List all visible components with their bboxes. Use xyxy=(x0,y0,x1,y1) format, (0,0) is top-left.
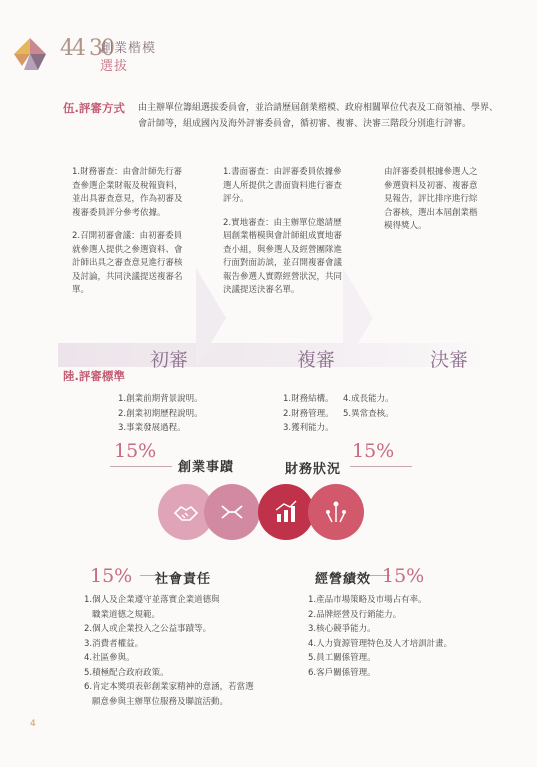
list-item: 4.成長能力。 xyxy=(343,394,394,404)
connector-line xyxy=(110,466,172,467)
list-item: 1.產品市場策略及市場占有率。 xyxy=(308,595,427,605)
list-item: 1.財務結構。 xyxy=(283,394,334,404)
section5-intro: 由主辦單位籌組選拔委員會，並洽請歷屆創業楷模、政府相關單位代表及工商領袖、學界、會計師等，組成國內及海外評審委員會，循初審、複審、決審三階段分別進行評審。 xyxy=(138,103,499,129)
performance-list xyxy=(308,593,452,680)
cooperation-icon xyxy=(218,498,246,526)
list-item: 5.異常查核。 xyxy=(343,408,394,419)
list-item: 6.肯定本獎項表彰創業家精神的意涵，若當選 xyxy=(84,682,254,692)
stage-initial: 初審 xyxy=(150,349,189,371)
finance-list-b xyxy=(343,392,394,421)
stage-band xyxy=(58,343,480,367)
initial-review-column xyxy=(72,166,190,308)
section5-heading: 伍.評審方式 xyxy=(63,101,125,115)
stage-second: 複審 xyxy=(297,349,336,371)
stage-arrow-icon xyxy=(196,268,226,368)
brand-number: 44 30 xyxy=(60,36,113,61)
finance-title: 財務狀況 xyxy=(285,462,342,477)
brand-title: 創業楷模 xyxy=(100,41,157,56)
list-item: 3.獲利能力。 xyxy=(283,423,334,433)
finance-list-a xyxy=(283,392,334,436)
list-item: 4.人力資源管理特色及人才培訓計畫。 xyxy=(308,638,453,649)
social-list xyxy=(84,593,254,709)
second-review-step: 1.書面審查：由評審委員依據參選人所提供之書面資料進行審查評分。 xyxy=(223,167,343,204)
list-item: 2.品牌經營及行銷能力。 xyxy=(308,609,402,620)
list-item: 4.社區參與。 xyxy=(84,653,135,663)
connector-line xyxy=(350,466,412,467)
list-item: 3.核心競爭能力。 xyxy=(308,624,376,634)
list-item: 3.事業發展過程。 xyxy=(118,423,186,433)
handshake-icon xyxy=(172,498,200,526)
second-review-step: 2.實地審查：由主辦單位邀請歷屆創業楷模與會計師組成實地審查小組，與參選人及經營團隊進行面對面訪談，並召開複審會議報告參選人實際經營狀況，共同決議提送決審名單。 xyxy=(223,217,343,295)
list-item: 2.個人或企業投入之公益事蹟等。 xyxy=(84,624,212,634)
final-review-step: 由評審委員根據參選人之參選資料及初審、複審意見報告，評比排序進行綜合審核，選出本屆創業楷模得獎人。 xyxy=(384,167,478,231)
final-review-column xyxy=(384,166,482,244)
initial-review-step: 2.召開初審會議：由初審委員就參選人提供之參選資料、會計師出具之審查意見進行審核及討論，共同決議提送複審名單。 xyxy=(72,231,183,295)
performance-percentage: 15% xyxy=(382,565,425,587)
brand-subtitle: 選拔 xyxy=(100,59,129,74)
page-number: 4 xyxy=(30,719,36,729)
section6-heading: 陸.評審標準 xyxy=(63,369,125,383)
social-title: 社會責任 xyxy=(155,572,212,587)
list-item: 5.員工關係管理。 xyxy=(308,653,376,663)
social-percentage: 15% xyxy=(90,565,133,587)
list-item: 1.創業前期背景說明。 xyxy=(118,394,203,404)
stage-final: 決審 xyxy=(430,349,469,371)
entrepreneurship-list xyxy=(118,392,203,436)
second-review-column xyxy=(223,166,343,308)
list-item: 1.個人及企業遵守並落實企業道德與 xyxy=(84,595,220,605)
bar-chart-icon xyxy=(272,498,300,526)
brand-logo-icon xyxy=(14,32,62,76)
performance-title: 經營績效 xyxy=(315,572,372,587)
list-item: 願意參與主辦單位服務及聯誼活動。 xyxy=(92,696,229,707)
growth-network-icon xyxy=(322,498,350,526)
list-item: 職業道德之規範。 xyxy=(92,609,161,620)
list-item: 6.客戶關係管理。 xyxy=(308,667,376,678)
list-item: 5.積極配合政府政策。 xyxy=(84,667,169,678)
list-item: 2.財務管理。 xyxy=(283,408,334,419)
list-item: 3.消費者權益。 xyxy=(84,638,144,649)
finance-percentage: 15% xyxy=(352,440,395,462)
list-item: 2.創業初期歷程說明。 xyxy=(118,408,203,419)
entrepreneurship-title: 創業事蹟 xyxy=(178,460,235,475)
initial-review-step: 1.財務審查：由會計師先行審查參選企業財報及稅報資料，並出具審查意見，作為初審及複審委員評分參考依據。 xyxy=(72,167,183,218)
entrepreneurship-percentage: 15% xyxy=(114,440,157,462)
stage-arrow-icon xyxy=(343,268,373,368)
